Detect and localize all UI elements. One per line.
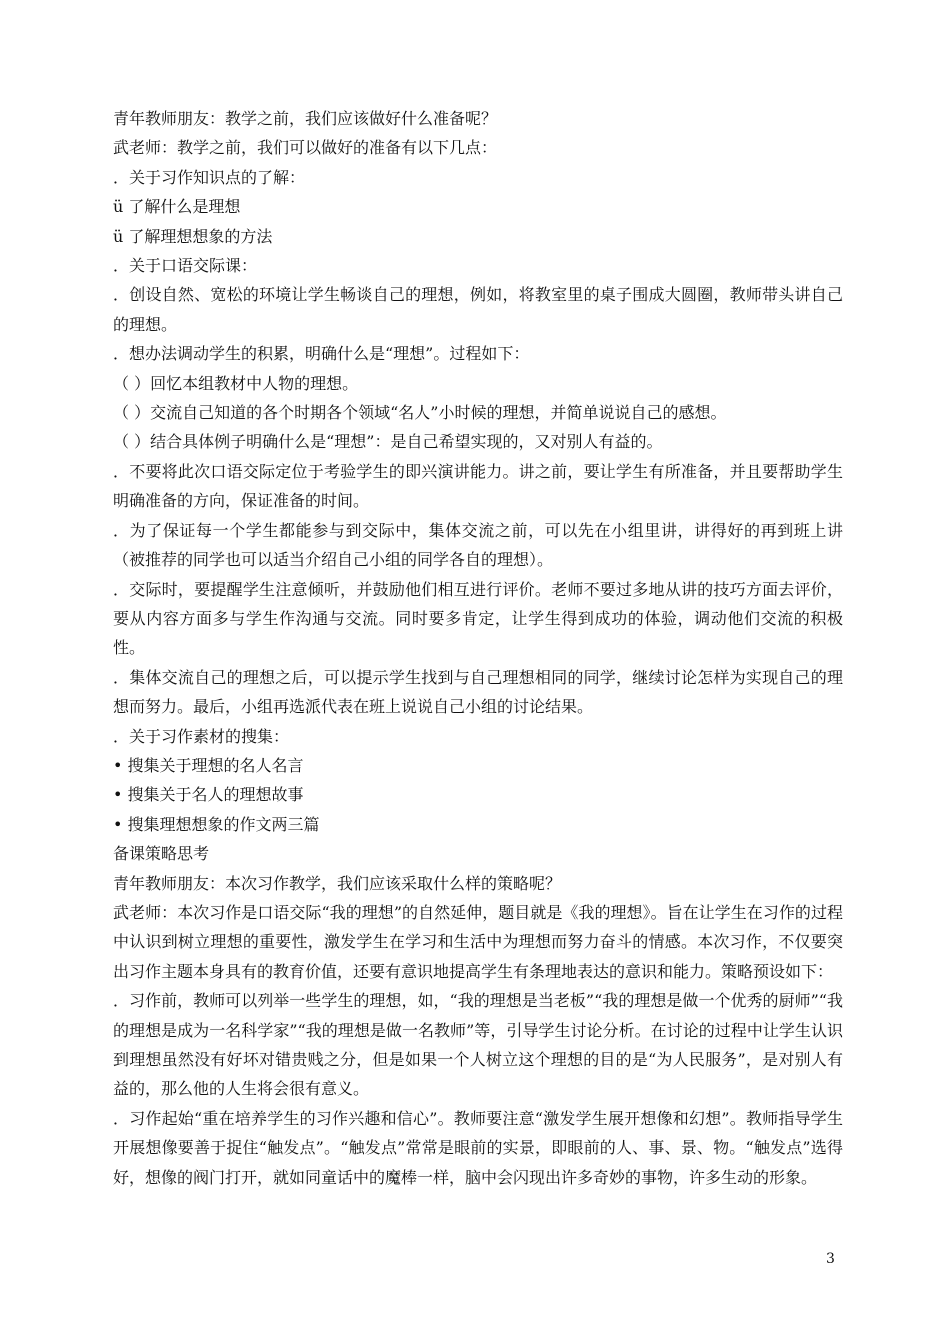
bullet-item: • 搜集关于理想的名人名言 bbox=[113, 755, 304, 775]
paragraph: ．集体交流自己的理想之后，可以提示学生找到与自己理想相同的同学，继续讨论怎样为实现自己的理想而努力。最后，小组再选派代表在班上说说自己小组的讨论结果。 bbox=[113, 667, 843, 717]
answer-paragraph: 武老师：本次习作是口语交际“我的理想”的自然延伸，题目就是《我的理想》。旨在让学生在习作的过程中认识到树立理想的重要性，激发学生在学习和生活中为理想而努力奋斗的情感。本次习作，不仅要突出习作主题本身具有的教育价值，还要有意识地提高学生有条理地表达的意识和能力。策略预设如下： bbox=[113, 902, 843, 981]
paragraph: ．习作起始“重在培养学生的习作兴趣和信心”。教师要注意“激发学生展开想像和幻想”。教师指导学生开展想像要善于捉住“触发点”。“触发点”常常是眼前的实景，即眼前的人、事、景、物。“触发点”选得好，想像的阀门打开，就如同童话中的魔棒一样，脑中会闪现出许多奇妙的事物，许多生动的形象。 bbox=[113, 1108, 843, 1187]
checklist-item: ü 了解理想想象的方法 bbox=[113, 226, 273, 246]
paragraph: ．想办法调动学生的积累，明确什么是“理想”。过程如下： bbox=[113, 344, 530, 364]
question-line: 青年教师朋友：本次习作教学，我们应该采取什么样的策略呢？ bbox=[113, 873, 562, 893]
bullet-item: • 搜集关于名人的理想故事 bbox=[113, 785, 304, 805]
section-title: 备课策略思考 bbox=[113, 844, 210, 864]
checklist-item: ü 了解什么是理想 bbox=[113, 197, 241, 217]
section-heading: ．关于习作素材的搜集： bbox=[113, 726, 290, 746]
paragraph: ．创设自然、宽松的环境让学生畅谈自己的理想，例如，将教室里的桌子围成大圆圈，教师带头讲自己的理想。 bbox=[113, 285, 843, 334]
paragraph: ．习作前，教师可以列举一些学生的理想，如，“我的理想是当老板”“我的理想是做一个优秀的厨师”“我的理想是成为一名科学家”“我的理想是做一名教师”等，引导学生讨论分析。在讨论的过程中让学生认识到理想虽然没有好坏对错贵贱之分，但是如果一个人树立这个理想的目的是“为人民服务”，是对别人有益的，那么他的人生将会很有意义。 bbox=[113, 991, 843, 1099]
section-heading: ．关于习作知识点的了解： bbox=[113, 167, 306, 187]
question-line: 青年教师朋友：教学之前，我们应该做好什么准备呢？ bbox=[113, 109, 498, 128]
numbered-step: （ ）结合具体例子明确什么是“理想”：是自己希望实现的，又对别人有益的。 bbox=[113, 432, 663, 452]
answer-line: 武老师：教学之前，我们可以做好的准备有以下几点： bbox=[113, 138, 498, 158]
paragraph: ．交际时，要提醒学生注意倾听，并鼓励他们相互进行评价。老师不要过多地从讲的技巧方面去评价，要从内容方面多与学生作沟通与交流。同时要多肯定，让学生得到成功的体验，调动他们交流的积极性。 bbox=[113, 579, 843, 658]
bullet-item: • 搜集理想想象的作文两三篇 bbox=[113, 814, 320, 834]
section-heading: ．关于口语交际课： bbox=[113, 256, 258, 276]
page-number: 3 bbox=[826, 1251, 835, 1267]
paragraph: ．为了保证每一个学生都能参与到交际中，集体交流之前，可以先在小组里讲，讲得好的再到班上讲（被推荐的同学也可以适当介绍自己小组的同学各自的理想）。 bbox=[113, 520, 843, 570]
numbered-step: （ ）回忆本组教材中人物的理想。 bbox=[113, 373, 359, 393]
paragraph: ．不要将此次口语交际定位于考验学生的即兴演讲能力。讲之前，要让学生有所准备，并且要帮助学生明确准备的方向，保证准备的时间。 bbox=[113, 461, 843, 511]
page-body bbox=[113, 104, 843, 1192]
numbered-step: （ ）交流自己知道的各个时期各个领域“名人”小时候的理想，并简单说说自己的感想。 bbox=[113, 403, 727, 423]
